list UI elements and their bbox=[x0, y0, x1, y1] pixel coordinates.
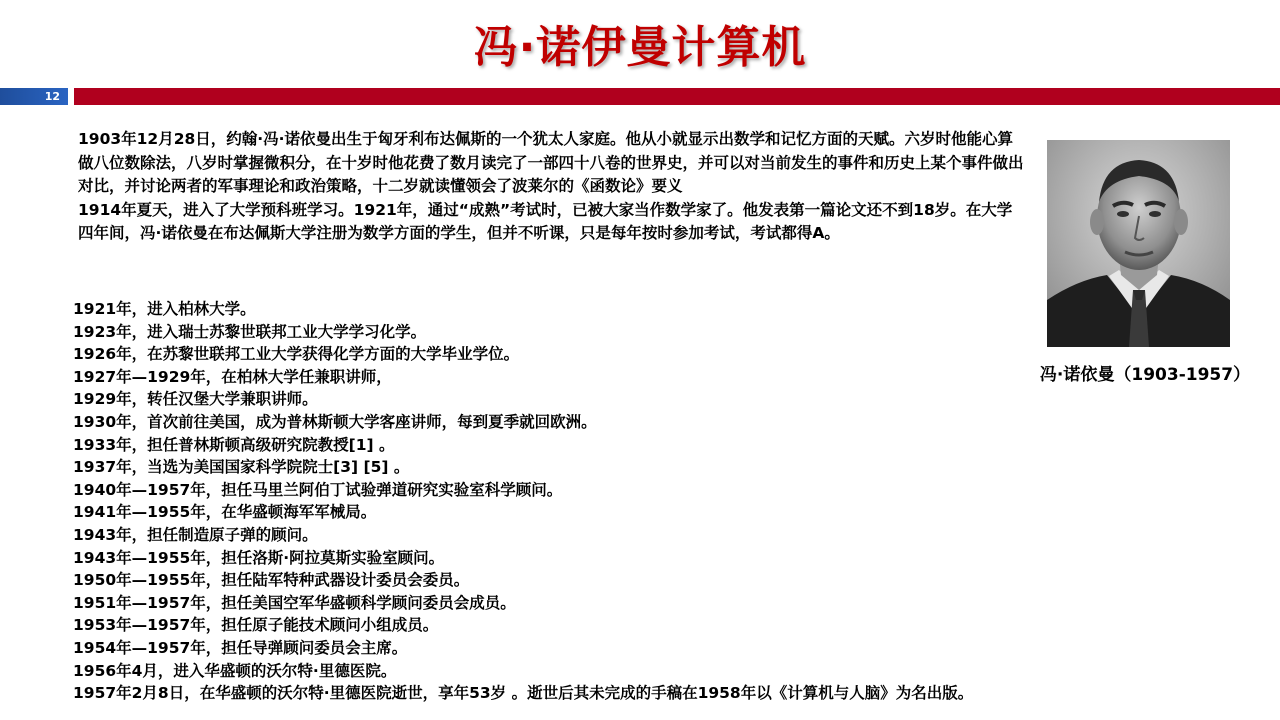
timeline-item: 1926年，在苏黎世联邦工业大学获得化学方面的大学毕业学位。 bbox=[73, 345, 520, 364]
page-number-badge: 12 bbox=[0, 88, 68, 105]
timeline-item: 1927年—1929年，在柏林大学任兼职讲师， bbox=[73, 367, 392, 386]
timeline-item: 1937年，当选为美国国家科学院院士[3] [5] 。 bbox=[73, 458, 410, 477]
intro-paragraph-1: 1903年12月28日，约翰·冯·诺依曼出生于匈牙利布达佩斯的一个犹太人家庭。他从小就显示出数学和记忆方面的天赋。六岁时他能心算做八位数除法，八岁时掌握微积分，在十岁时他花费了数月读完了一部四十八卷的世界史，并可以对当前发生的事件和历史上某个事件做出对比，并讨论两者的军事理论和政治策略，十二岁就读懂领会了波莱尔的《函数论》要义 bbox=[78, 130, 1024, 195]
slide-title: 冯·诺伊曼计算机 bbox=[473, 22, 807, 73]
timeline-item: 1923年，进入瑞士苏黎世联邦工业大学学习化学。 bbox=[73, 322, 427, 341]
intro-paragraph-2: 1914年夏天，进入了大学预科班学习。1921年，通过“成熟”考试时，已被大家当作数学家了。他发表第一篇论文还不到18岁。在大学四年间，冯·诺依曼在布达佩斯大学注册为数学方面的学生，但并不听课，只是每年按时参加考试，考试都得A。 bbox=[78, 200, 1013, 242]
timeline-item: 1929年，转任汉堡大学兼职讲师。 bbox=[73, 390, 318, 409]
timeline-item: 1921年，进入柏林大学。 bbox=[73, 300, 256, 318]
timeline-item: 1950年—1955年，担任陆军特种武器设计委员会委员。 bbox=[73, 571, 470, 590]
timeline-item: 1930年，首次前往美国，成为普林斯顿大学客座讲师，每到夏季就回欧洲。 bbox=[73, 412, 597, 431]
timeline-item: 1957年2月8日，在华盛顿的沃尔特·里德医院逝世，享年53岁 。逝世后其未完成的手稿在1958年以《计算机与人脑》为名出版。 bbox=[73, 684, 974, 703]
timeline-item: 1943年，担任制造原子弹的顾问。 bbox=[73, 525, 318, 544]
portrait-caption: 冯·诺依曼（1903-1957） bbox=[1039, 365, 1251, 385]
timeline-item: 1941年—1955年，在华盛顿海军军械局。 bbox=[73, 503, 377, 522]
timeline-list bbox=[73, 298, 1173, 705]
timeline-item: 1951年—1957年，担任美国空军华盛顿科学顾问委员会成员。 bbox=[73, 593, 516, 612]
intro-text bbox=[78, 128, 1026, 246]
timeline-item: 1943年—1955年，担任洛斯·阿拉莫斯实验室顾问。 bbox=[73, 548, 445, 567]
timeline-item: 1954年—1957年，担任导弹顾问委员会主席。 bbox=[73, 638, 408, 657]
timeline-item: 1940年—1957年，担任马里兰阿伯丁试验弹道研究实验室科学顾问。 bbox=[73, 480, 563, 499]
header-divider-bar bbox=[74, 88, 1280, 105]
timeline-item: 1956年4月，进入华盛顿的沃尔特·里德医院。 bbox=[73, 661, 397, 680]
timeline-item: 1933年，担任普林斯顿高级研究院教授[1] 。 bbox=[73, 435, 395, 454]
portrait-photo bbox=[1047, 140, 1230, 347]
timeline-item: 1953年—1957年，担任原子能技术顾问小组成员。 bbox=[73, 616, 439, 635]
